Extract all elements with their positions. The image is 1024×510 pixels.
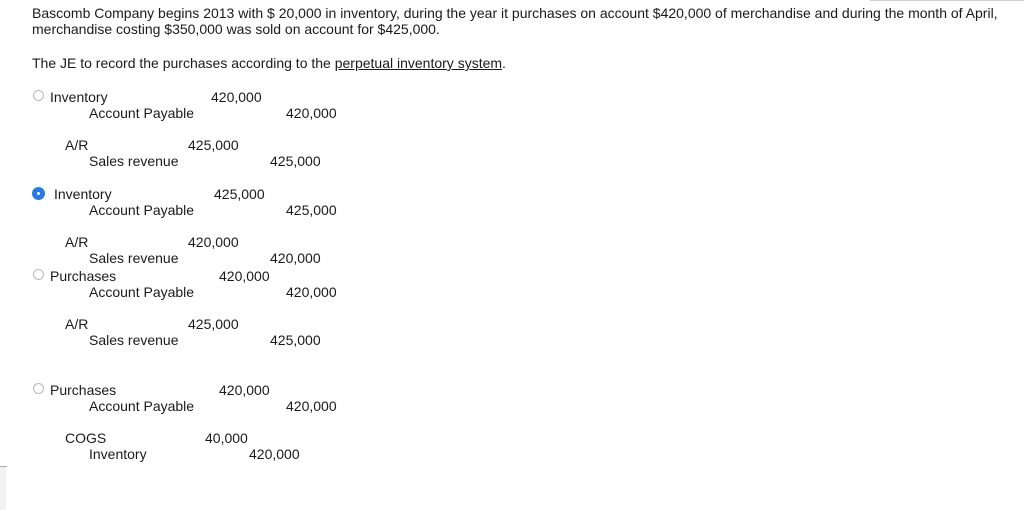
option-1-line2-credit-amount: 425,000 (270, 153, 321, 169)
option-2-line1-credit-account: Account Payable (89, 202, 195, 218)
option-4-line2-debit-amount: 40,000 (205, 430, 248, 446)
option-3-radio[interactable] (33, 269, 44, 280)
option-2-line1-debit-account: Inventory (54, 186, 112, 202)
option-4-line1-debit-amount: 420,000 (219, 382, 270, 398)
left-edge-mark (0, 466, 7, 467)
option-4-radio[interactable] (33, 383, 44, 394)
option-3-line1-credit-account: Account Payable (89, 284, 195, 300)
prompt-text: The JE to record the purchases according to the (32, 55, 335, 71)
option-3-line1-debit-account: Purchases (50, 268, 117, 284)
option-1-line2-debit-amount: 425,000 (188, 137, 239, 153)
option-3-line2-credit-amount: 425,000 (270, 332, 321, 348)
question-prompt (32, 55, 506, 71)
option-3-line1-credit-amount: 420,000 (286, 284, 337, 300)
option-4-line2-debit-account: COGS (65, 430, 107, 446)
option-3-line1-debit-amount: 420,000 (219, 268, 270, 284)
option-2-line2-credit-amount: 420,000 (270, 250, 321, 266)
option-2-line2-credit-account: Sales revenue (89, 250, 179, 266)
option-1-line2-credit-account: Sales revenue (89, 153, 179, 169)
option-4-line2-credit-account: Inventory (89, 446, 147, 462)
option-1-line1-credit-account: Account Payable (89, 105, 195, 121)
option-4-line1-credit-account: Account Payable (89, 398, 195, 414)
left-scroll-edge (0, 466, 6, 510)
option-2-line1-debit-amount: 425,000 (214, 186, 265, 202)
option-3-line2-debit-amount: 425,000 (188, 316, 239, 332)
prompt-end: . (502, 55, 506, 71)
option-4-line1-debit-account: Purchases (50, 382, 117, 398)
option-2-line1-credit-amount: 425,000 (286, 202, 337, 218)
option-4-line1-credit-amount: 420,000 (286, 398, 337, 414)
question-text: Bascomb Company begins 2013 with $ 20,000 in inventory, during the year it purchases on account $420,000 of merchandise and during the month of April, merchandise costing $350,000 was sold on account for $425,000. (32, 5, 998, 37)
option-2-line2-debit-account: A/R (65, 234, 89, 250)
option-1-radio[interactable] (33, 90, 44, 101)
option-1-line2-debit-account: A/R (65, 137, 89, 153)
option-2-radio[interactable] (32, 187, 45, 200)
perpetual-inventory-link[interactable]: perpetual inventory system (334, 55, 503, 71)
option-3-line2-credit-account: Sales revenue (89, 332, 179, 348)
option-4-line2-credit-amount: 420,000 (249, 446, 300, 462)
top-divider (870, 0, 1024, 1)
option-3-line2-debit-account: A/R (65, 316, 89, 332)
option-1-line1-debit-amount: 420,000 (211, 89, 262, 105)
option-2-line2-debit-amount: 420,000 (188, 234, 239, 250)
option-1-line1-debit-account: Inventory (50, 89, 108, 105)
option-1-line1-credit-amount: 420,000 (286, 105, 337, 121)
